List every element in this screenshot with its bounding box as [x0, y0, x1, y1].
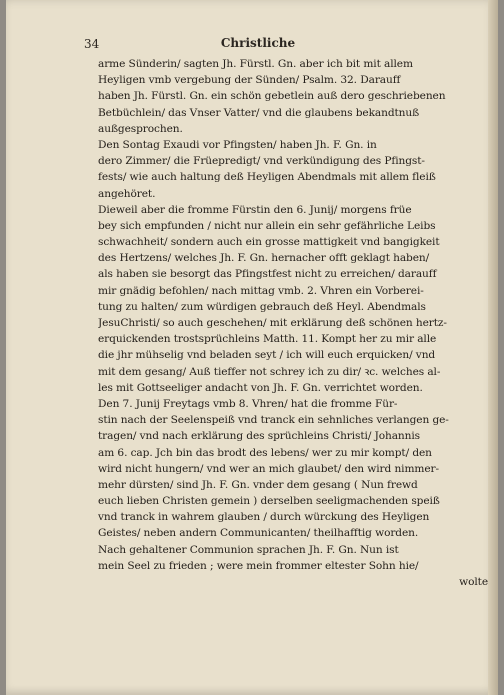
text-line: Betbüchlein/ das Vnser Vatter/ vnd die glaubens bekandtnuß: [98, 106, 420, 119]
text-line: Nach gehaltener Communion sprachen Jh. F. Gn. Nun ist: [98, 543, 399, 556]
text-line: mir gnädig befohlen/ nach mittag vmb. 2. Vhren ein Vorberei-: [98, 284, 424, 297]
text-line: bey sich empfunden / nicht nur allein ein sehr gefährliche Leibs: [98, 219, 436, 232]
text-line: euch lieben Christen gemein ) derselben seeligmachenden speiß: [98, 495, 440, 508]
text-line: dero Zimmer/ die Früepredigt/ vnd verkündigung des Pfingst-: [98, 155, 425, 168]
text-line: als haben sie besorgt das Pfingstfest nicht zu erreichen/ darauff: [98, 268, 437, 281]
text-line: außgesprochen.: [98, 122, 183, 135]
text-line: Dieweil aber die fromme Fürstin den 6. Junij/ morgens früe: [98, 203, 412, 216]
text-line: arme Sünderin/ sagten Jh. Fürstl. Gn. aber ich bit mit allem: [98, 58, 413, 70]
text-line: Geistes/ neben andern Communicanten/ theilhafftig worden.: [98, 527, 419, 540]
text-line: des Hertzens/ welches Jh. F. Gn. hernacher offt geklagt haben/: [98, 252, 430, 265]
text-line: fests/ wie auch haltung deß Heyligen Abendmals mit allem fleiß: [98, 171, 436, 184]
page-edge: [488, 0, 498, 695]
page-number: 34: [84, 37, 100, 51]
text-line: tragen/ vnd nach erklärung des sprüchleins Christi/ Johannis: [98, 430, 421, 443]
catchword: wolte: [459, 576, 488, 588]
running-title: Christliche: [220, 36, 296, 50]
book-page: [6, 0, 498, 695]
text-line: stin nach der Seelenspeiß vnd tranck ein sehnliches verlangen ge-: [98, 414, 449, 427]
text-line: am 6. cap. Jch bin das brodt des lebens/ wer zu mir kompt/ den: [98, 446, 432, 459]
text-line: Den Sontag Exaudi vor Pfingsten/ haben Jh. F. Gn. in: [98, 138, 377, 151]
text-line: tung zu halten/ zum würdigen gebrauch deß Heyl. Abendmals: [98, 300, 426, 313]
text-line: erquickenden trostsprüchleins Matth. 11. Kompt her zu mir alle: [98, 333, 437, 346]
text-line: haben Jh. Fürstl. Gn. ein schön gebetlein auß dero geschriebenen: [98, 90, 446, 103]
text-block: [98, 56, 488, 590]
text-line: mit dem gesang/ Auß tieffer not schrey ich zu dir/ ꝛc. welches al-: [98, 365, 441, 378]
text-line: Den 7. Junij Freytags vmb 8. Vhren/ hat die fromme Für-: [98, 397, 398, 410]
text-line: schwachheit/ sondern auch ein grosse mattigkeit vnd bangigkeit: [98, 236, 440, 249]
text-line: angehöret.: [98, 187, 156, 200]
text-line: vnd tranck in wahrem glauben / durch würckung des Heyligen: [98, 511, 430, 524]
page-header: [6, 33, 498, 53]
text-line: die jhr mühselig vnd beladen seyt / ich will euch erquicken/ vnd: [98, 349, 436, 362]
text-line: Heyligen vmb vergebung der Sünden/ Psalm. 32. Darauff: [98, 74, 401, 87]
text-line: mein Seel zu frieden ; were mein frommer eltester Sohn hie/: [98, 559, 419, 572]
text-line: wird nicht hungern/ vnd wer an mich glaubet/ den wird nimmer-: [98, 462, 439, 475]
text-line: mehr dürsten/ sind Jh. F. Gn. vnder dem gesang ( Nun frewd: [98, 478, 418, 491]
text-line: JesuChristi/ so auch geschehen/ mit erklärung deß schönen hertz-: [98, 317, 447, 329]
text-line: les mit Gottseeliger andacht von Jh. F. Gn. verrichtet worden.: [98, 381, 423, 394]
